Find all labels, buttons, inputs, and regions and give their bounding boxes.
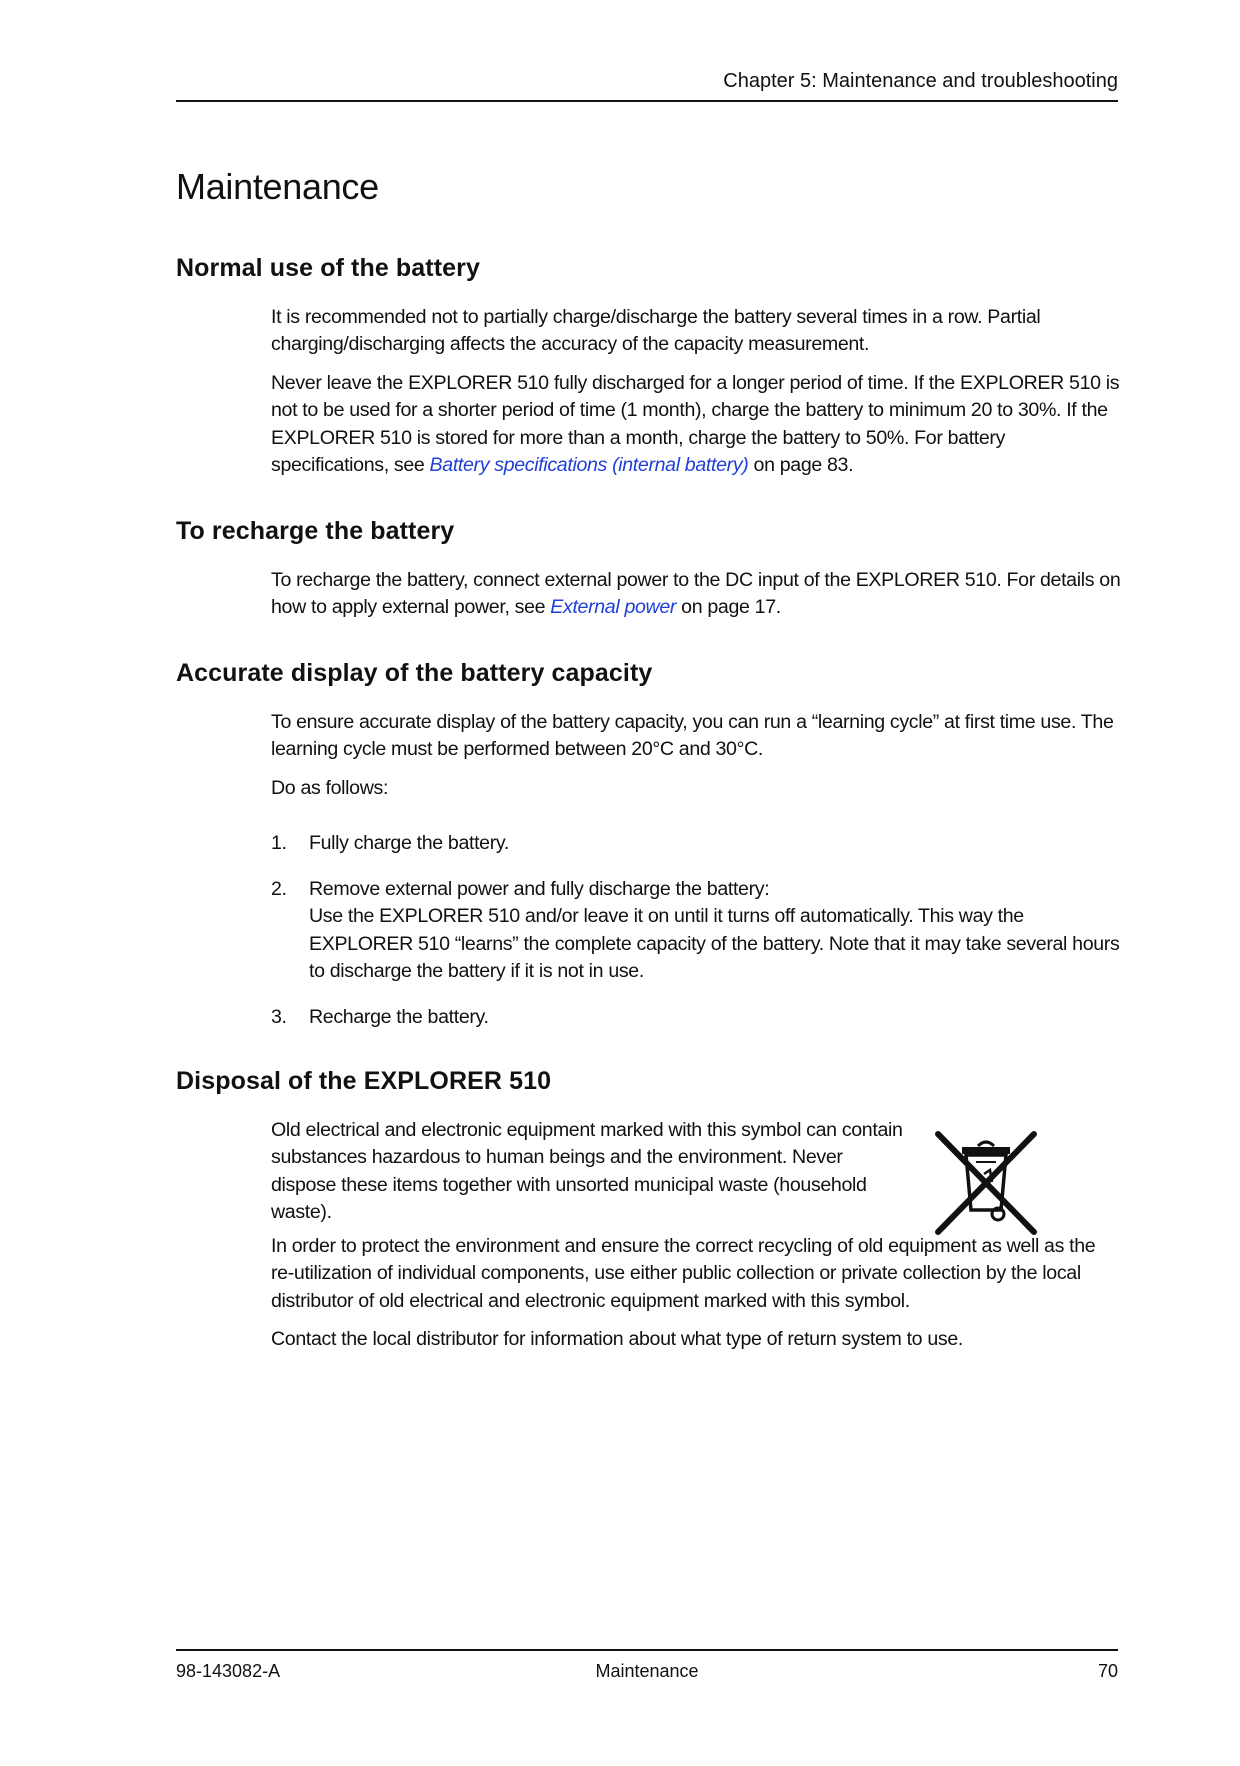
disposal-paragraph-2: In order to protect the environment and ensure the correct recycling of old equipment as well as the re-utilization of individual components, use either public collection or private collection by the local distributor of old electrical and electronic equipment marked with this symbol. [271, 1235, 1096, 1312]
list-text: Fully charge the battery. [309, 832, 509, 854]
doc-number: 98-143082-A [176, 1661, 281, 1681]
list-number: 1. [271, 832, 287, 854]
disposal-paragraph-1: Old electrical and electronic equipment marked with this symbol can contain substances hazardous to human beings and the environment. Never dispose these items together with unsorted municipal waste (household waste). [271, 1119, 903, 1223]
recharge-paragraph [271, 567, 1121, 622]
list-text-main: Remove external power and fully discharge the battery: [309, 878, 770, 900]
heading-accurate-display: Accurate display of the battery capacity [176, 659, 653, 687]
list-number: 2. [271, 878, 287, 900]
normal-use-paragraph-2 [271, 370, 1121, 479]
recharge-p1-text: To recharge the battery, connect external power to the DC input of the EXPLORER 510. For details on how to apply external power, see [271, 569, 1121, 619]
normal-use-paragraph-1: It is recommended not to partially charge/discharge the battery several times in a row. Partial charging/discharging affects the accuracy of the capacity measurement. [271, 306, 1041, 356]
disposal-paragraph-3: Contact the local distributor for information about what type of return system to use. [271, 1328, 963, 1350]
page-header [176, 68, 1118, 102]
page-number: 70 [1097, 1661, 1118, 1681]
chapter-title: Chapter 5: Maintenance and troubleshooting [723, 70, 1118, 92]
battery-specs-link[interactable]: Battery specifications (internal battery) [429, 453, 749, 476]
normal-use-p2-text: Never leave the EXPLORER 510 fully discharged for a longer period of time. If the EXPLORER 510 is not to be used for a shorter period of time (1 month), charge the battery to minimum 20 to 30%. If the EXPLORER 510 is stored for more than a month, charge the battery to 50%. For battery specifications, see [271, 372, 1120, 476]
accurate-paragraph-1: To ensure accurate display of the battery capacity, you can run a “learning cycle” at first time use. The learning cycle must be performed between 20°C and 30°C. [271, 711, 1114, 761]
heading-disposal: Disposal of the EXPLORER 510 [176, 1067, 552, 1095]
list-number: 3. [271, 1006, 287, 1028]
footer-section: Maintenance [595, 1661, 699, 1681]
heading-recharge: To recharge the battery [176, 517, 455, 545]
weee-crossed-bin-icon [932, 1128, 1040, 1238]
recharge-p1-suffix: on page 17. [676, 596, 781, 619]
list-text [309, 876, 1121, 985]
accurate-paragraph-2: Do as follows: [271, 777, 389, 799]
normal-use-p2-suffix: on page 83. [748, 453, 854, 476]
page-title: Maintenance [176, 166, 379, 207]
external-power-link[interactable]: External power [550, 596, 677, 619]
heading-normal-use: Normal use of the battery [176, 254, 480, 282]
page-footer [176, 1649, 1118, 1681]
list-text: Recharge the battery. [309, 1006, 489, 1028]
list-text-sub: Use the EXPLORER 510 and/or leave it on until it turns off automatically. This way the EXPLORER 510 “learns” the complete capacity of the battery. Note that it may take several hours to discharge the battery if it is not in use. [309, 905, 1120, 982]
